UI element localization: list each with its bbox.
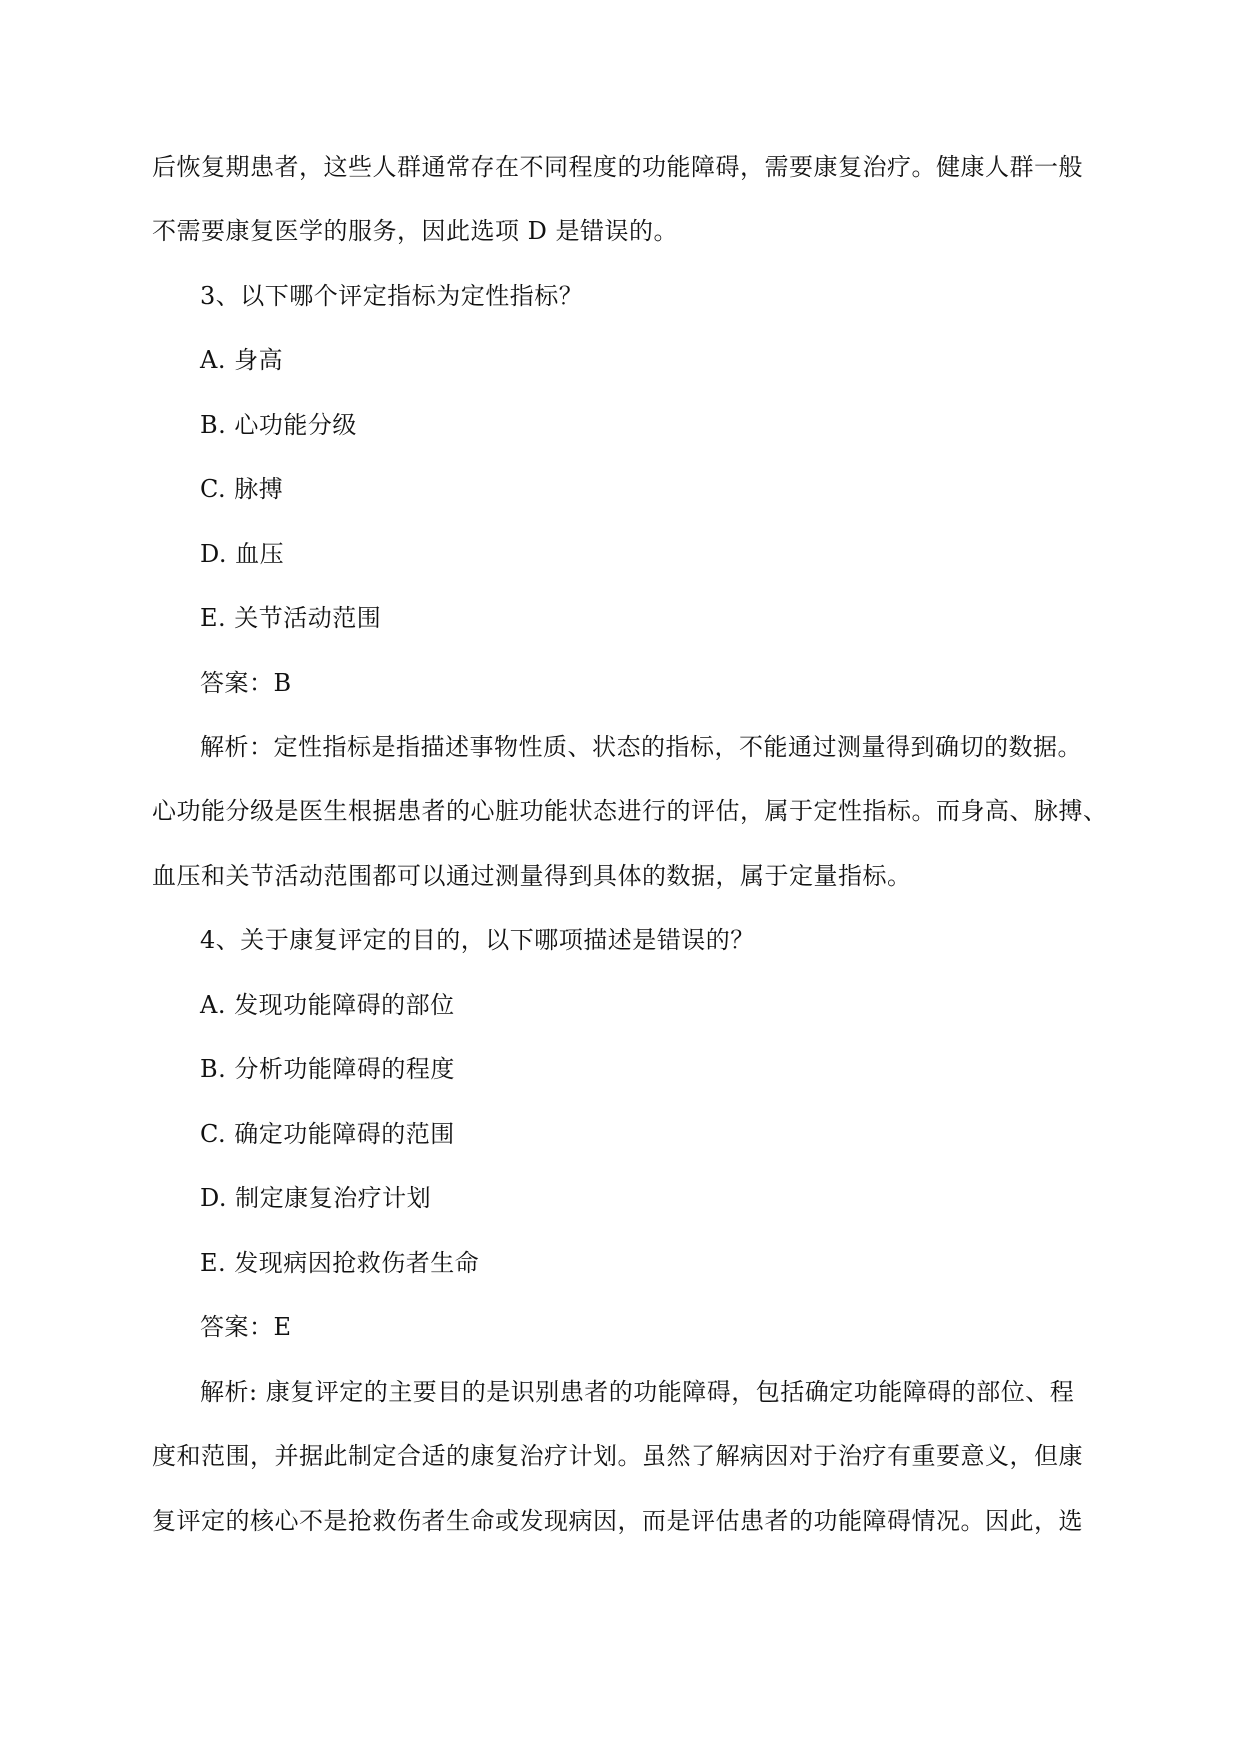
q3-explanation-line-2: 心功能分级是医生根据患者的心脏功能状态进行的评估，属于定性指标。而身高、脉搏、 — [152, 797, 1108, 825]
q3-option-d: D. 血压 — [200, 540, 285, 568]
intro-line-1: 后恢复期患者，这些人群通常存在不同程度的功能障碍，需要康复治疗。健康人群一般 — [152, 153, 1083, 181]
q3-option-a: A. 身高 — [200, 346, 284, 374]
q3-answer: 答案：B — [200, 669, 292, 697]
q3-option-c: C. 脉搏 — [200, 475, 284, 503]
q3-explanation-line-1: 解析：定性指标是指描述事物性质、状态的指标，不能通过测量得到确切的数据。 — [200, 733, 1082, 761]
q4-option-b: B. 分析功能障碍的程度 — [200, 1055, 455, 1083]
q4-option-d: D. 制定康复治疗计划 — [200, 1184, 432, 1212]
q4-explanation-line-3: 复评定的核心不是抢救伤者生命或发现病因，而是评估患者的功能障碍情况。因此，选 — [152, 1507, 1083, 1535]
q3-option-b: B. 心功能分级 — [200, 411, 357, 439]
q4-explanation-line-2: 度和范围，并据此制定合适的康复治疗计划。虽然了解病因对于治疗有重要意义，但康 — [152, 1442, 1083, 1470]
q3-explanation-line-3: 血压和关节活动范围都可以通过测量得到具体的数据，属于定量指标。 — [152, 862, 912, 890]
q4-explanation-line-1: 解析: 康复评定的主要目的是识别患者的功能障碍，包括确定功能障碍的部位、程 — [200, 1378, 1075, 1406]
q4-option-c: C. 确定功能障碍的范围 — [200, 1120, 455, 1148]
q3-option-e: E. 关节活动范围 — [200, 604, 382, 632]
question-3: 3、以下哪个评定指标为定性指标？ — [200, 282, 584, 310]
q4-option-a: A. 发现功能障碍的部位 — [200, 991, 455, 1019]
intro-line-2: 不需要康复医学的服务，因此选项 D 是错误的。 — [152, 217, 678, 245]
question-4: 4、关于康复评定的目的，以下哪项描述是错误的？ — [200, 926, 755, 954]
q4-answer: 答案：E — [200, 1313, 292, 1341]
q4-option-e: E. 发现病因抢救伤者生命 — [200, 1249, 480, 1277]
